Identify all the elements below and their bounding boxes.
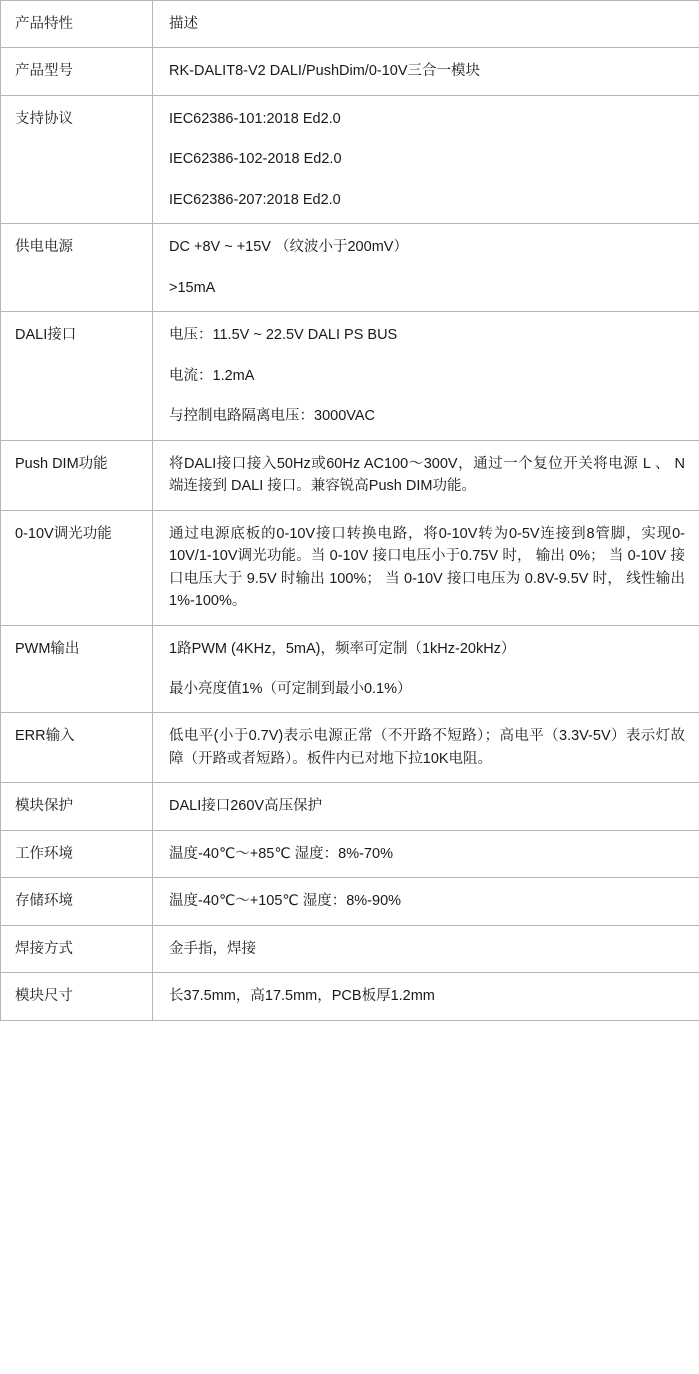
table-row <box>1 973 699 1020</box>
value-line: 1路PWM (4KHz，5mA)，频率可定制（1kHz-20kHz） <box>169 640 516 657</box>
row-value <box>153 95 699 223</box>
table-row <box>1 224 699 312</box>
row-value <box>153 224 699 312</box>
value-line: 与控制电路隔离电压：3000VAC <box>169 408 375 425</box>
row-label: 模块尺寸 <box>1 973 153 1020</box>
value-line: RK-DALIT8-V2 DALI/PushDim/0-10V三合一模块 <box>169 63 481 80</box>
header-cell-feature: 产品特性 <box>1 1 153 48</box>
value-paragraph: 将DALI接口接入50Hz或60Hz AC100～300V，通过一个复位开关将电源 L 、 N 端连接到 DALI 接口。兼容锐高Push DIM功能。 <box>169 455 685 495</box>
row-value <box>153 973 699 1020</box>
value-line: 长37.5mm，高17.5mm，PCB板厚1.2mm <box>169 988 435 1005</box>
value-paragraph: 通过电源底板的0-10V接口转换电路，将0-10V转为0-5V连接到8管脚，实现0-10V/1-10V调光功能。当 0-10V 接口电压小于0.75V 时， 输出 0%； 当 0-10V 接口电压大于 9.5V 时输出 100%； 当 0-10V 接口电压为 0.8V-9.5V 时， 线性输出 1%-100%。 <box>169 525 685 610</box>
row-label: DALI接口 <box>1 312 153 440</box>
row-label: 0-10V调光功能 <box>1 510 153 625</box>
value-line: IEC62386-207:2018 Ed2.0 <box>169 191 341 208</box>
row-label: 支持协议 <box>1 95 153 223</box>
value-line: IEC62386-102-2018 Ed2.0 <box>169 151 342 168</box>
value-line: 金手指，焊接 <box>169 940 256 957</box>
row-label: Push DIM功能 <box>1 440 153 510</box>
table-row <box>1 95 699 223</box>
value-paragraph: 低电平(小于0.7V)表示电源正常（不开路不短路）；高电平（3.3V-5V）表示灯故障（开路或者短路）。板件内已对地下拉10K电阻。 <box>169 728 685 767</box>
value-line: DC +8V ~ +15V （纹波小于200mV） <box>169 239 408 256</box>
value-line: DALI接口260V高压保护 <box>169 798 323 815</box>
row-value <box>153 830 699 877</box>
value-line: 温度-40℃～+105℃ 湿度：8%-90% <box>169 893 402 910</box>
row-label: 工作环境 <box>1 830 153 877</box>
value-line: >15mA <box>169 279 216 296</box>
table-row <box>1 783 699 830</box>
table-row <box>1 440 699 510</box>
value-line: 最小亮度值1%（可定制到最小0.1%） <box>169 680 412 697</box>
row-value <box>153 440 699 510</box>
row-label: PWM输出 <box>1 625 153 713</box>
table-row <box>1 830 699 877</box>
value-line: 温度-40℃～+85℃ 湿度：8%-70% <box>169 845 393 862</box>
table-row <box>1 878 699 925</box>
row-label: ERR输入 <box>1 713 153 783</box>
row-value <box>153 48 699 95</box>
table-row <box>1 312 699 440</box>
value-line: IEC62386-101:2018 Ed2.0 <box>169 110 341 127</box>
table-row <box>1 625 699 713</box>
row-label: 焊接方式 <box>1 925 153 972</box>
row-value <box>153 312 699 440</box>
row-value <box>153 783 699 830</box>
row-value <box>153 510 699 625</box>
row-label: 供电电源 <box>1 224 153 312</box>
row-value <box>153 625 699 713</box>
row-label: 模块保护 <box>1 783 153 830</box>
row-value <box>153 878 699 925</box>
row-value <box>153 925 699 972</box>
table-row <box>1 713 699 783</box>
row-value <box>153 713 699 783</box>
header-cell-description: 描述 <box>153 1 699 48</box>
table-row <box>1 48 699 95</box>
value-line: 电流：1.2mA <box>169 367 255 384</box>
table-row <box>1 510 699 625</box>
row-label: 存储环境 <box>1 878 153 925</box>
table-row <box>1 925 699 972</box>
value-line: 电压：11.5V ~ 22.5V DALI PS BUS <box>169 327 398 344</box>
row-label: 产品型号 <box>1 48 153 95</box>
table-header-row <box>1 1 699 48</box>
